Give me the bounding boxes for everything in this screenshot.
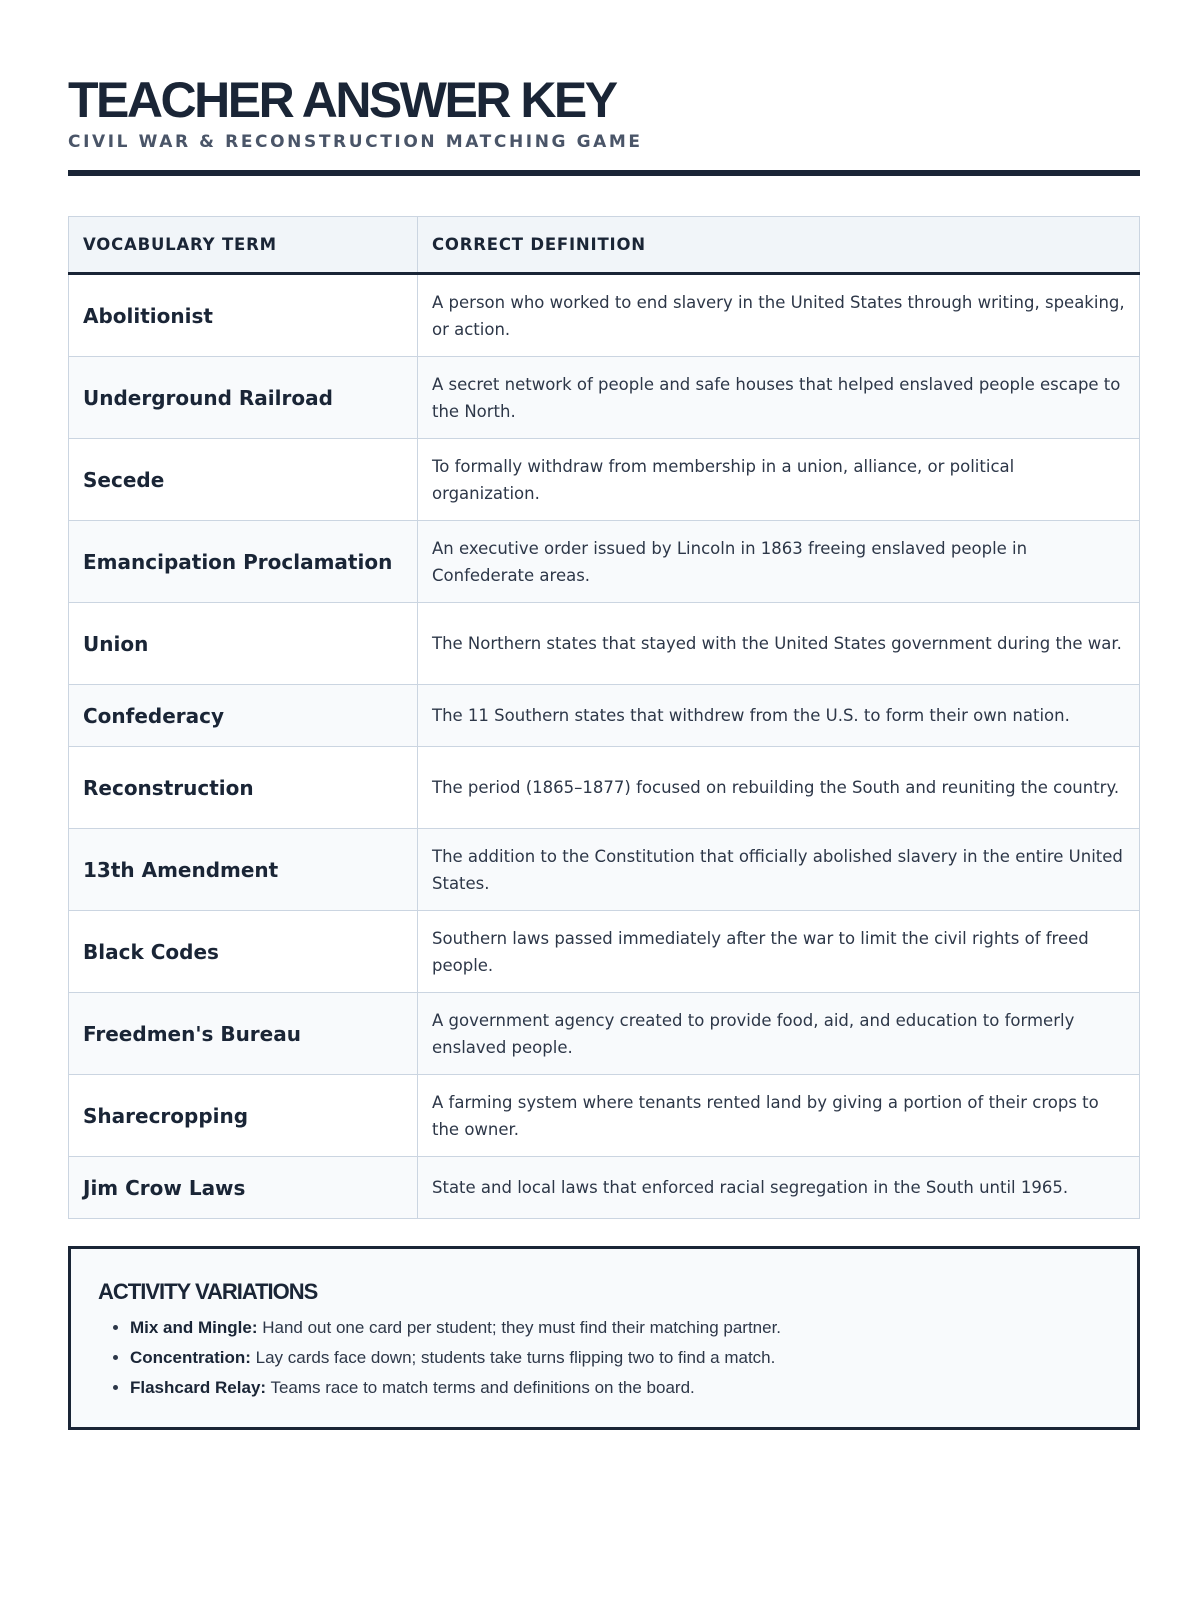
activity-variations-box: [68, 1246, 1140, 1430]
table-row: [69, 1075, 1140, 1157]
definition-cell: State and local laws that enforced racial segregation in the South until 1965.: [418, 1157, 1140, 1219]
term-cell: Freedmen's Bureau: [69, 993, 418, 1075]
term-cell: Jim Crow Laws: [69, 1157, 418, 1219]
definition-cell: The addition to the Constitution that officially abolished slavery in the entire United States.: [418, 829, 1140, 911]
table-row: [69, 993, 1140, 1075]
table-row: [69, 274, 1140, 357]
table-row: [69, 911, 1140, 993]
table-row: [69, 829, 1140, 911]
item-label: Flashcard Relay:: [130, 1378, 267, 1397]
definition-cell: A farming system where tenants rented land by giving a portion of their crops to the owner.: [418, 1075, 1140, 1157]
definition-cell: A government agency created to provide food, aid, and education to formerly enslaved people.: [418, 993, 1140, 1075]
term-cell: Sharecropping: [69, 1075, 418, 1157]
term-cell: Underground Railroad: [69, 357, 418, 439]
title-divider: [68, 170, 1140, 176]
item-text: Lay cards face down; students take turns flipping two to find a match.: [250, 1348, 776, 1367]
definition-cell: An executive order issued by Lincoln in 1863 freeing enslaved people in Confederate areas.: [418, 521, 1140, 603]
answer-table: [68, 216, 1140, 1219]
list-item: [130, 1313, 1110, 1343]
term-cell: Union: [69, 603, 418, 685]
term-cell: Reconstruction: [69, 747, 418, 829]
page-title: TEACHER ANSWER KEY: [68, 72, 616, 128]
term-cell: 13th Amendment: [69, 829, 418, 911]
definition-cell: A secret network of people and safe houses that helped enslaved people escape to the North.: [418, 357, 1140, 439]
item-text: Hand out one card per student; they must find their matching partner.: [257, 1318, 782, 1337]
list-item: [130, 1343, 1110, 1373]
definition-cell: To formally withdraw from membership in a union, alliance, or political organization.: [418, 439, 1140, 521]
term-cell: Abolitionist: [69, 274, 418, 357]
term-cell: Black Codes: [69, 911, 418, 993]
column-header-definition: CORRECT DEFINITION: [418, 217, 1140, 274]
definition-cell: Southern laws passed immediately after the war to limit the civil rights of freed people.: [418, 911, 1140, 993]
table-row: [69, 685, 1140, 747]
table-row: [69, 439, 1140, 521]
item-label: Concentration:: [130, 1348, 251, 1367]
table-row: [69, 603, 1140, 685]
definition-cell: The period (1865–1877) focused on rebuilding the South and reuniting the country.: [418, 747, 1140, 829]
term-cell: Secede: [69, 439, 418, 521]
definition-cell: The Northern states that stayed with the United States government during the war.: [418, 603, 1140, 685]
definition-cell: The 11 Southern states that withdrew from the U.S. to form their own nation.: [418, 685, 1140, 747]
list-item: [130, 1373, 1110, 1403]
page-subtitle: CIVIL WAR & RECONSTRUCTION MATCHING GAME: [68, 132, 643, 152]
answer-key-page: [68, 72, 1140, 1430]
item-label: Mix and Mingle:: [130, 1318, 258, 1337]
definition-cell: A person who worked to end slavery in the United States through writing, speaking, or action.: [418, 274, 1140, 357]
term-cell: Emancipation Proclamation: [69, 521, 418, 603]
activity-variations-title: ACTIVITY VARIATIONS: [98, 1279, 318, 1304]
item-text: Teams race to match terms and definitions on the board.: [266, 1378, 695, 1397]
activity-variations-list: [98, 1313, 1110, 1403]
table-row: [69, 357, 1140, 439]
table-header-row: [69, 217, 1140, 274]
table-row: [69, 747, 1140, 829]
table-row: [69, 1157, 1140, 1219]
table-row: [69, 521, 1140, 603]
column-header-term: VOCABULARY TERM: [69, 217, 418, 274]
term-cell: Confederacy: [69, 685, 418, 747]
